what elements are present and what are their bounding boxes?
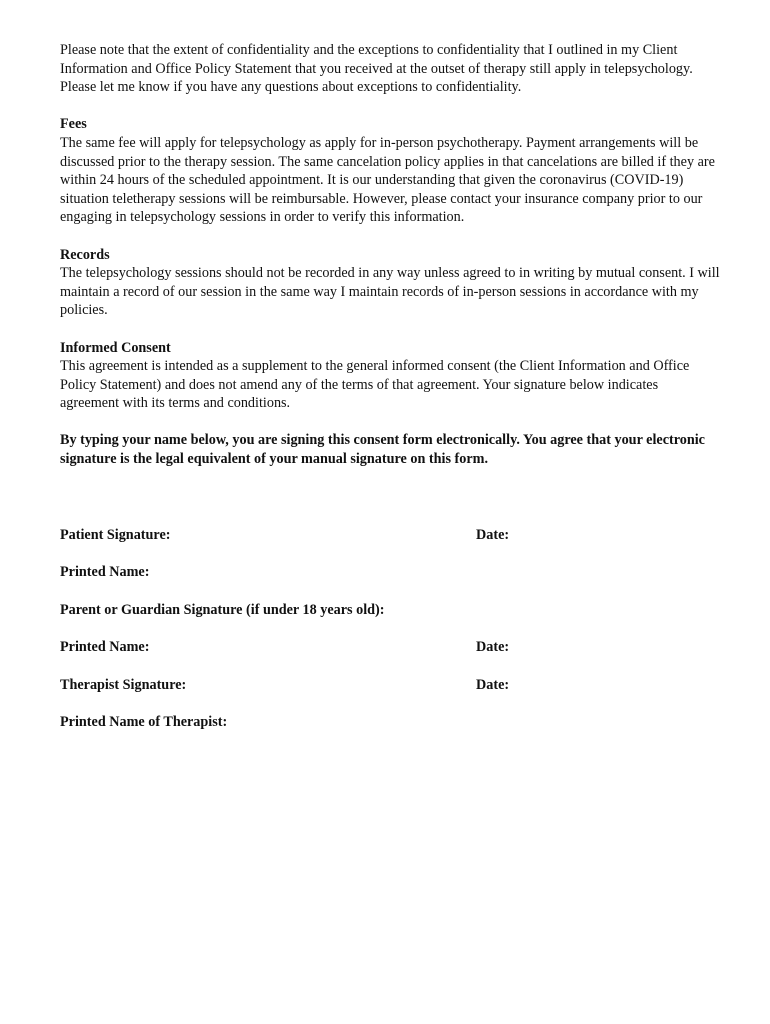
guardian-signature-row <box>60 601 720 621</box>
patient-date-label: Date: <box>476 527 510 543</box>
therapist-date-label: Date: <box>476 677 510 693</box>
records-heading: Records <box>60 246 110 263</box>
patient-signature-row <box>60 526 720 546</box>
fees-paragraph: The same fee will apply for telepsychology as apply for in-person psychotherapy. Payment arrangements will be discussed prior to the therapy session. The same cancelation policy applies in that cancelations are billed if they are within 24 hours of the scheduled appointment. It is our understanding that given the coronavirus (COVID-19) situation teletherapy sessions will be reimbursable. However, please contact your insurance company prior to our engaging in telepsychology sessions in order to verify this information. <box>60 134 715 226</box>
guardian-printed-name-row <box>60 638 720 658</box>
electronic-signature-notice: By typing your name below, you are signing this consent form electronically. You agree that your electronic signature is the legal equivalent of your manual signature on this form. <box>60 432 705 468</box>
fees-heading: Fees <box>60 116 87 133</box>
consent-document-body <box>60 41 720 469</box>
guardian-date-label: Date: <box>476 639 510 655</box>
therapist-printed-name-row <box>60 713 720 733</box>
therapist-printed-name-label: Printed Name of Therapist: <box>60 714 228 730</box>
confidentiality-paragraph: Please note that the extent of confidentiality and the exceptions to confidentiality that I outlined in my Client Information and Office Policy Statement that you received at the outset of therapy still apply in telepsychology. Please let me know if you have any questions about exceptions to confidentiality. <box>60 42 693 96</box>
informed-consent-heading: Informed Consent <box>60 339 171 356</box>
informed-consent-paragraph: This agreement is intended as a supplement to the general informed consent (the Client Information and Office Policy Statement) and does not amend any of the terms of that agreement. Your signature below indicates agreement with its terms and conditions. <box>60 358 690 412</box>
patient-printed-name-label: Printed Name: <box>60 564 150 580</box>
therapist-signature-row <box>60 676 720 696</box>
patient-signature-label: Patient Signature: <box>60 527 171 543</box>
guardian-signature-label: Parent or Guardian Signature (if under 18 years old): <box>60 602 385 618</box>
therapist-signature-label: Therapist Signature: <box>60 677 187 693</box>
records-paragraph: The telepsychology sessions should not be recorded in any way unless agreed to in writing by mutual consent. I will maintain a record of our session in the same way I maintain records of in-person sessions in accordance with my policies. <box>60 265 720 319</box>
guardian-printed-name-label: Printed Name: <box>60 639 150 655</box>
patient-printed-name-row <box>60 563 720 583</box>
